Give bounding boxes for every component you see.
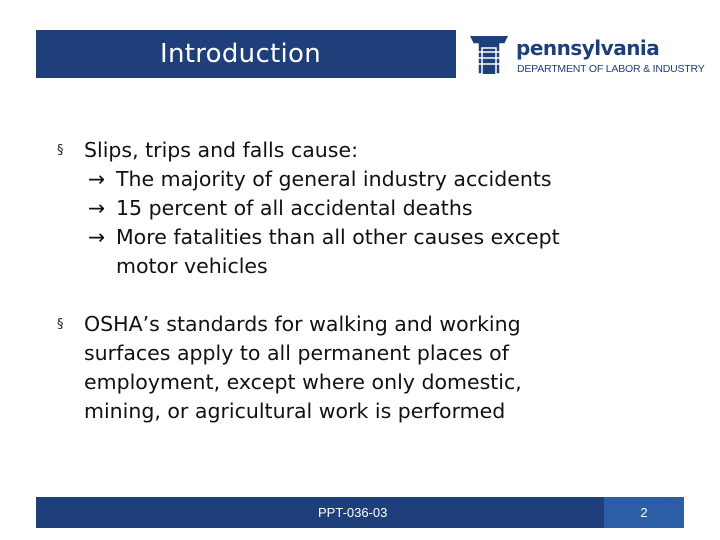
sub-bullet-item [60, 223, 680, 252]
slide-title: Introduction [160, 39, 322, 69]
pennsylvania-logo [466, 32, 706, 78]
bullet-item [57, 310, 680, 426]
sub-bullet-text: The majority of general industry accidents [116, 167, 552, 191]
footer-bar [36, 497, 684, 528]
title-bar [36, 30, 456, 78]
bullet-item [57, 136, 680, 165]
bullet-line: surfaces apply to all permanent places of [84, 341, 509, 365]
sub-bullet-item [60, 194, 680, 223]
keystone-icon [466, 32, 512, 78]
sub-bullet-text: More fatalities than all other causes except [116, 225, 560, 249]
bullet-line: employment, except where only domestic, [84, 370, 522, 394]
sub-bullet-continuation: motor vehicles [116, 254, 268, 278]
page-number: 2 [604, 497, 684, 528]
bullet-text: Slips, trips and falls cause: [84, 138, 358, 162]
bullet-marker: § [57, 317, 64, 332]
arrow-icon: → [88, 196, 106, 220]
bullet-line: mining, or agricultural work is performed [84, 399, 506, 423]
arrow-icon: → [88, 225, 106, 249]
bullet-line: OSHA’s standards for walking and working [84, 312, 521, 336]
footer-code: PPT-036-03 [318, 505, 388, 520]
logo-wordmark: pennsylvania [516, 36, 660, 60]
arrow-icon: → [88, 167, 106, 191]
bullet-marker: § [57, 143, 64, 158]
slide-content [57, 136, 680, 426]
sub-bullet-item [60, 165, 680, 194]
logo-subtitle: DEPARTMENT OF LABOR & INDUSTRY [517, 63, 705, 75]
sub-bullet-text: 15 percent of all accidental deaths [116, 196, 473, 220]
